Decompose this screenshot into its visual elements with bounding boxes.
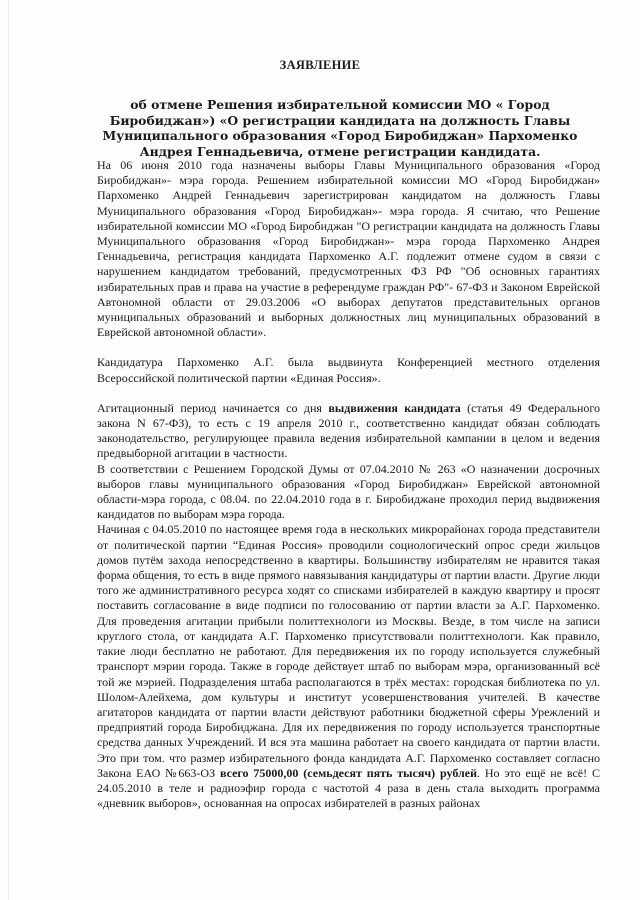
document-title: ЗАЯВЛЕНИЕ [279,58,361,72]
bold-segment: выдвижения кандидата [328,400,461,415]
paragraph-election-registration: На 06 июня 2010 года назначены выборы Главы Муниципального образования «Город Биробиджан»- мэра города. Решением избирательной комиссии МО «Город Биробиджан» Пархоменко Андрей Геннадьевич зарегистрирован кандидатом на должность Главы Муниципального образования «Город Биробиджан»- мэра города. Я считаю, что Решение избирательной комиссии МО «Город Биробиджан "О регистрации кандидата на должность Главы Муниципального образования «Город Биробиджан»- мэра города Пархоменко Андрея Геннадьевича, регистрация кандидата Пархоменко А.Г. подлежит отмене судом в связи с нарушением кандидатом требований, предусмотренных ФЗ РФ "Об основных гарантиях избирательных прав и права на участие в референдуме граждан РФ"- 67-ФЗ и Законом Еврейской Автономной области от 29.03.2006 «О выборах депутатов представительных органов муниципальных образований и выборных должностных лиц муниципальных образований в Еврейской автономной области». [97,158,600,340]
paragraph-duma-decision: В соответствии с Решением Городской Думы от 07.04.2010 № 263 «О назначении досрочных выборов главы муниципального образования «Город Биробиджан» Еврейской автономной области-мэра города, с 08.04. по 22.04.2010 года в г. Биробиджане проходил перид выдвижения кандидатов по выборам мэра города. [97,461,600,522]
paragraph-candidacy: Кандидатура Пархоменко А.Г. была выдвинута Конференцией местного отделения Всероссийской политической партии «Единая Россия». [97,355,600,385]
text-segment: Начиная с 04.05.2010 по настоящее время года в нескольких микрорайонах города представители от политической партии “Единая Россия» проводили социологический опрос среди жильцов домов путём захода непосредственно в квартиры. Большинству избирателям не нравится такая форма общения, то есть в виде прямого навязывания кандидатуры от партии власти. Другие люди того же административного ресурса ходят со списками избирателей в каждую квартиру и просят поставить согласование в виде подписи по голосованию от партии власти за А.Г. Пархоменко. Для проведения агитации прибыли политтехнологи из Москвы. Везде, в том числе на записи круглого стола, от кандидата А.Г. Пархоменко присутствовали политтехнологи. Как правило, такие люди бесплатно не работают. Для передвижения их по городу используется служебный транспорт мэрии города. Также в городе действует штаб по выборам мэра, организованный всё той же мэрией. Подразделения штаба располагаются в трёх местах: городская библиотека по ул. Шолом-Алейхема, дом культуры и институт усовершенствования учителей. В качестве агитаторов кандидата от партии власти действуют работники бюджетной сферы Урежлений и предприятий города Биробиджана. Для их передвижения по городу используется транспортные средства данных Учреждений. И вся эта машина работает на своего кандидата от партии власти. Это при том. что размер избирательного фонда кандидата А.Г. Пархоменко составляет согласно Закона ЕАО №663-ОЗ [97,522,600,780]
paragraph-agitation-details [97,522,600,811]
paragraph-campaign-period [97,401,600,462]
text-segment: Агитационный период начинается со дня [97,400,329,415]
bold-segment: всего 75000,00 (семьдесят пять тысяч) рублей [219,765,477,780]
text-segment: (статья 49 Федерального закона N 67-ФЗ), то есть с 19 апреля 2010 г., соответственно кандидат обязан соблюдать законодательство, регулирующее правила ведения избирательной кампании в целом и ведения предвыборной агитации в частности. [97,400,601,461]
document-body [97,158,600,811]
document-subtitle: об отмене Решения избирательной комиссии МО « Город Биробиджан») «О регистрации кандидата на должность Главы Муниципального образования «Город Биробиджан» Пархоменко Андрея Геннадьевича, отмене регистрации кандидата. [102,97,578,159]
scan-edge [8,0,9,900]
text-segment: . Но это ещё не всё! С 24.05.2010 в теле и радиоэфир города с частотой 4 раза в день стала выходить программа «дневник выборов», основанная на опросах избирателей в разных районах [97,765,601,811]
